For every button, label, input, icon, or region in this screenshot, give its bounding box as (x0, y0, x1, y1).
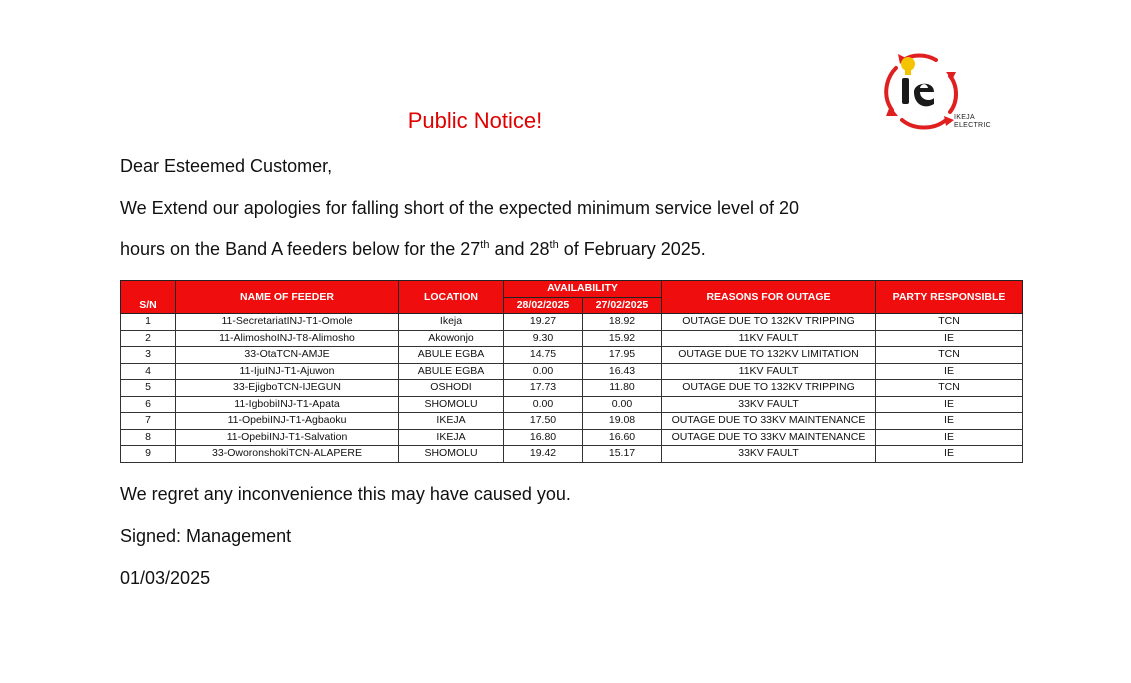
cell-reason: 33KV FAULT (662, 446, 876, 463)
cell-feeder: 33-OworonshokiTCN-ALAPERE (176, 446, 399, 463)
cell-feeder: 11-IjuINJ-T1-Ajuwon (176, 363, 399, 380)
table-row (121, 446, 1023, 463)
cell-availability-2: 19.08 (583, 413, 662, 430)
logo-wordmark (954, 114, 991, 130)
cell-availability-2: 16.43 (583, 363, 662, 380)
greeting: Dear Esteemed Customer, (120, 156, 333, 176)
cell-availability-2: 16.60 (583, 429, 662, 446)
ordinal-sup-1: th (480, 239, 490, 251)
apology-line-1: We Extend our apologies for falling short of the expected minimum service level of 20 (120, 198, 800, 218)
cell-availability-1: 17.73 (504, 380, 583, 397)
cell-availability-1: 19.42 (504, 446, 583, 463)
header-sn: S/N (121, 281, 176, 314)
cell-party: IE (876, 396, 1023, 413)
regret-line: We regret any inconvenience this may have caused you. (120, 484, 571, 504)
table-row (121, 363, 1023, 380)
cell-availability-1: 9.30 (504, 330, 583, 347)
header-availability: AVAILABILITY (504, 281, 662, 298)
cell-sn: 5 (121, 380, 176, 397)
table-row (121, 330, 1023, 347)
notice-date: 01/03/2025 (120, 568, 211, 588)
cell-availability-1: 19.27 (504, 314, 583, 331)
logo-text-line2: ELECTRIC (954, 122, 992, 129)
cell-sn: 7 (121, 413, 176, 430)
table-row (121, 396, 1023, 413)
table-row (121, 413, 1023, 430)
cell-location: ABULE EGBA (399, 347, 504, 364)
cell-party: TCN (876, 314, 1023, 331)
cell-feeder: 11-AlimoshoINJ-T8-Alimosho (176, 330, 399, 347)
cell-availability-2: 11.80 (583, 380, 662, 397)
cell-party: IE (876, 363, 1023, 380)
cell-sn: 9 (121, 446, 176, 463)
table-row (121, 314, 1023, 331)
cell-location: IKEJA (399, 413, 504, 430)
cell-availability-2: 17.95 (583, 347, 662, 364)
cell-availability-1: 16.80 (504, 429, 583, 446)
cell-availability-2: 15.17 (583, 446, 662, 463)
cell-feeder: 11-OpebiINJ-T1-Salvation (176, 429, 399, 446)
cell-party: IE (876, 429, 1023, 446)
apology-line-2 (120, 239, 706, 260)
cell-sn: 1 (121, 314, 176, 331)
cell-availability-1: 17.50 (504, 413, 583, 430)
table-row (121, 380, 1023, 397)
cell-location: SHOMOLU (399, 446, 504, 463)
cell-location: IKEJA (399, 429, 504, 446)
cell-sn: 6 (121, 396, 176, 413)
cell-reason: OUTAGE DUE TO 33KV MAINTENANCE (662, 429, 876, 446)
cell-reason: OUTAGE DUE TO 132KV TRIPPING (662, 314, 876, 331)
notice-title: Public Notice! (407, 108, 543, 133)
logo-text-line1: IKEJA (954, 114, 975, 121)
cell-availability-1: 14.75 (504, 347, 583, 364)
cell-party: TCN (876, 380, 1023, 397)
header-date-1: 28/02/2025 (504, 297, 583, 314)
header-location: LOCATION (399, 281, 504, 314)
cell-location: Akowonjo (399, 330, 504, 347)
cell-availability-2: 15.92 (583, 330, 662, 347)
cell-party: IE (876, 446, 1023, 463)
cell-reason: 11KV FAULT (662, 330, 876, 347)
cell-feeder: 11-IgbobiINJ-T1-Apata (176, 396, 399, 413)
cell-feeder: 11-OpebiINJ-T1-Agbaoku (176, 413, 399, 430)
table-row (121, 347, 1023, 364)
cell-party: TCN (876, 347, 1023, 364)
cell-reason: OUTAGE DUE TO 33KV MAINTENANCE (662, 413, 876, 430)
cell-availability-2: 0.00 (583, 396, 662, 413)
cell-location: ABULE EGBA (399, 363, 504, 380)
cell-location: Ikeja (399, 314, 504, 331)
cell-availability-1: 0.00 (504, 396, 583, 413)
cell-sn: 3 (121, 347, 176, 364)
table-row (121, 429, 1023, 446)
ordinal-sup-2: th (549, 239, 559, 251)
header-party: PARTY RESPONSIBLE (876, 281, 1023, 314)
feeder-table (120, 280, 1023, 463)
signed-line: Signed: Management (120, 526, 292, 546)
cell-reason: 11KV FAULT (662, 363, 876, 380)
cell-location: SHOMOLU (399, 396, 504, 413)
cell-availability-1: 0.00 (504, 363, 583, 380)
cell-feeder: 11-SecretariatINJ-T1-Omole (176, 314, 399, 331)
cell-sn: 8 (121, 429, 176, 446)
cell-reason: OUTAGE DUE TO 132KV LIMITATION (662, 347, 876, 364)
header-reasons: REASONS FOR OUTAGE (662, 281, 876, 314)
cell-party: IE (876, 330, 1023, 347)
cell-party: IE (876, 413, 1023, 430)
cell-feeder: 33-OtaTCN-AMJE (176, 347, 399, 364)
cell-sn: 2 (121, 330, 176, 347)
header-date-2: 27/02/2025 (583, 297, 662, 314)
cell-availability-2: 18.92 (583, 314, 662, 331)
apology-part-1: hours on the Band A feeders below for the 27 (120, 239, 481, 259)
cell-sn: 4 (121, 363, 176, 380)
cell-reason: OUTAGE DUE TO 132KV TRIPPING (662, 380, 876, 397)
apology-part-2: and 28 (489, 239, 550, 259)
cell-location: OSHODI (399, 380, 504, 397)
cell-reason: 33KV FAULT (662, 396, 876, 413)
cell-feeder: 33-EjigboTCN-IJEGUN (176, 380, 399, 397)
apology-part-3: of February 2025. (558, 239, 706, 259)
header-feeder: NAME OF FEEDER (176, 281, 399, 314)
